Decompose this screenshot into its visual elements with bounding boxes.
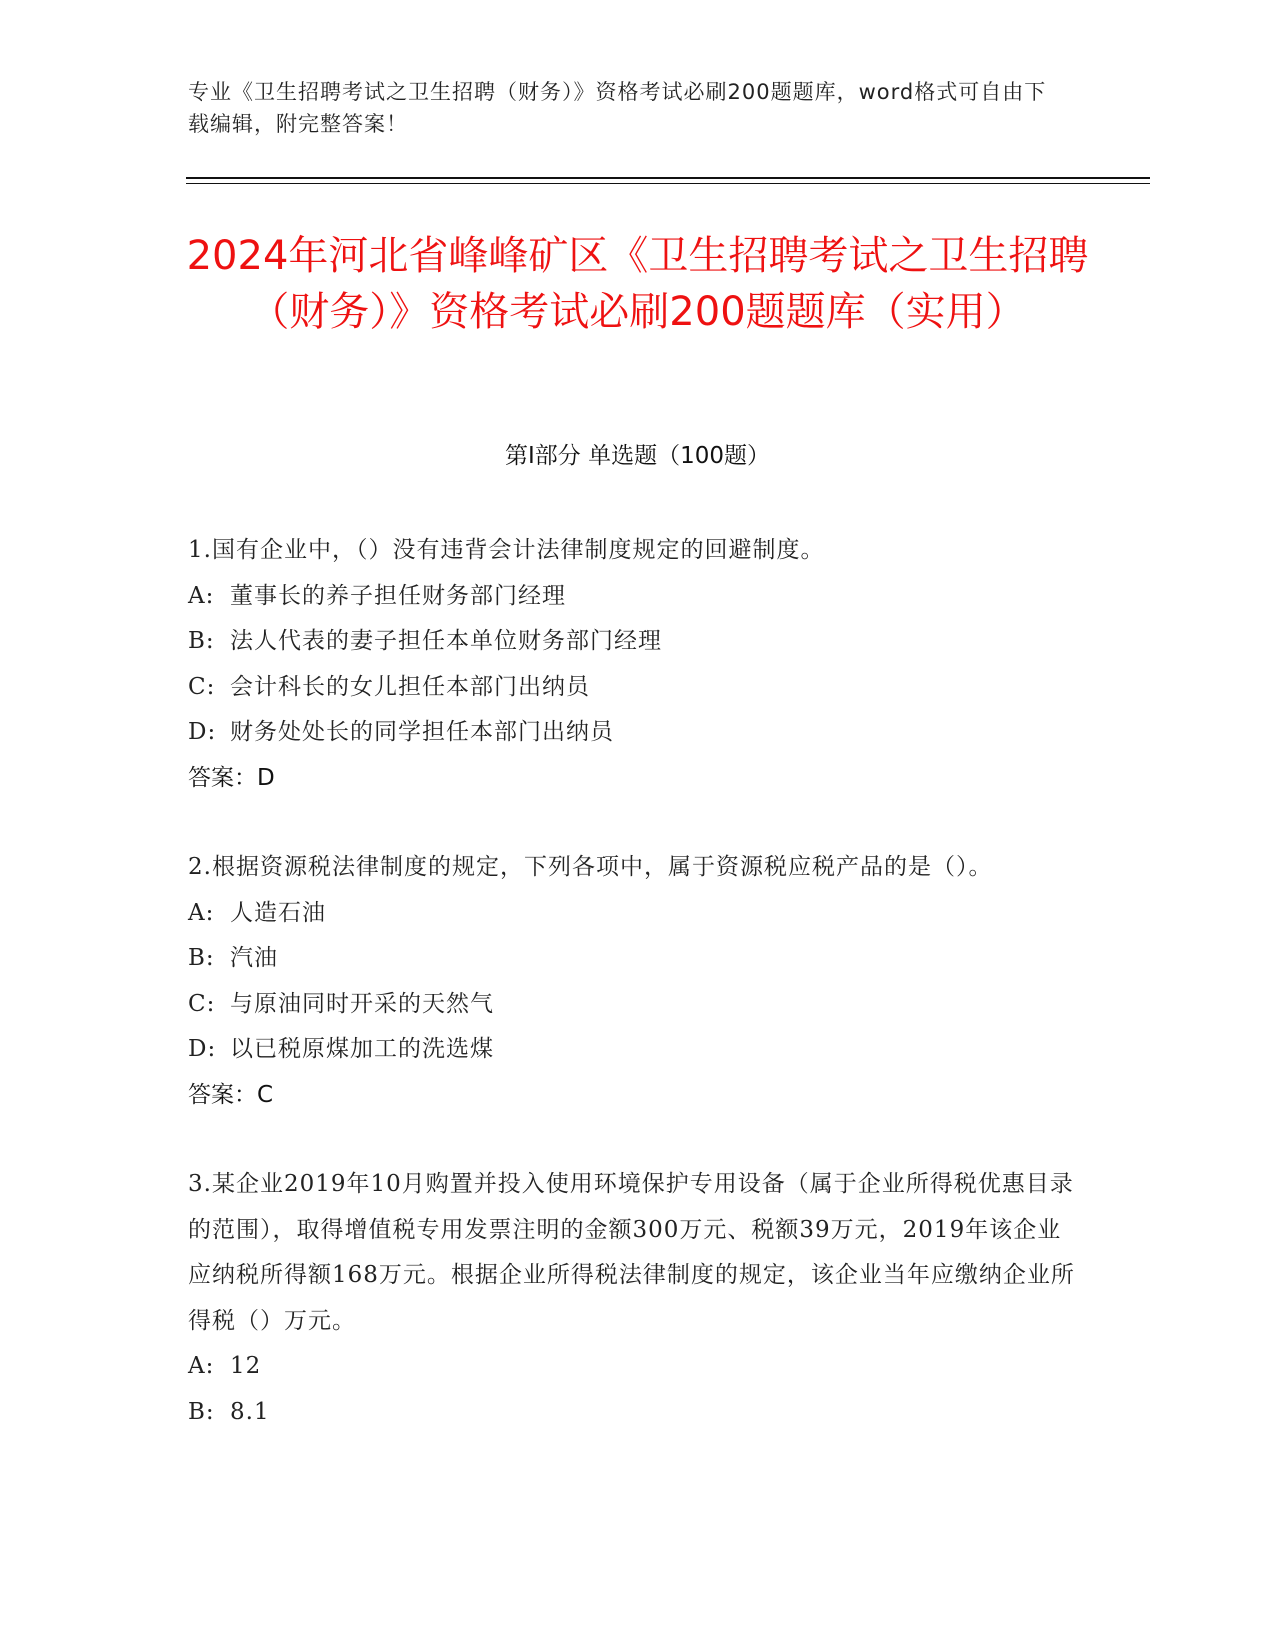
option-text: 董事长的养子担任财务部门经理: [230, 582, 566, 609]
option-text: 财务处处长的同学担任本部门出纳员: [230, 719, 614, 745]
option-text: 法人代表的妻子担任本单位财务部门经理: [230, 628, 662, 654]
question-list: [188, 528, 1083, 1479]
option-label: A:: [188, 582, 215, 609]
answer: 答案：D: [188, 764, 275, 791]
option-c: [188, 665, 1083, 711]
question-text: 1.国有企业中，（）没有违背会计法律制度规定的回避制度。: [188, 537, 825, 563]
question-text: 3.某企业2019年10月购置并投入使用环境保护专用设备（属于企业所得税优惠目录的范围），取得增值税专用发票注明的金额300万元、税额39万元，2019年该企业应纳税所得额168万元。根据企业所得税法律制度的规定，该企业当年应缴纳企业所得税（）万元。: [188, 1171, 1075, 1334]
option-label: C:: [188, 990, 216, 1017]
option-b: [188, 1390, 1083, 1436]
question-text: 2.根据资源税法律制度的规定，下列各项中，属于资源税应税产品的是（）。: [188, 854, 993, 880]
option-label: B:: [188, 1398, 215, 1425]
header-note: 专业《卫生招聘考试之卫生招聘（财务）》资格考试必刷200题题库，word格式可自由下载编辑，附完整答案！: [188, 80, 1047, 136]
answer: 答案：C: [188, 1081, 274, 1108]
option-b: [188, 619, 1083, 665]
option-text: 人造石油: [230, 899, 326, 926]
option-label: A:: [188, 1353, 215, 1379]
question-2: [188, 845, 1083, 1118]
option-b: [188, 936, 1083, 982]
document-title: 2024年河北省峰峰矿区《卫生招聘考试之卫生招聘（财务）》资格考试必刷200题题库（实用）: [186, 233, 1089, 335]
question-3: [188, 1162, 1083, 1435]
option-label: D:: [188, 1036, 217, 1062]
option-text: 汽油: [230, 945, 278, 971]
section-title: 第I部分 单选题（100题）: [505, 443, 770, 469]
option-text: 8.1: [230, 1398, 270, 1425]
option-d: [188, 710, 1083, 756]
question-1: [188, 528, 1083, 801]
option-a: [188, 891, 1083, 937]
option-d: [188, 1027, 1083, 1073]
option-label: D:: [188, 719, 217, 745]
header-rule-thin: [186, 183, 1150, 184]
option-a: [188, 1344, 1083, 1390]
option-label: C:: [188, 673, 216, 700]
option-text: 以已税原煤加工的洗选煤: [230, 1036, 494, 1062]
option-a: [188, 574, 1083, 620]
option-text: 12: [230, 1353, 262, 1379]
option-text: 与原油同时开采的天然气: [230, 990, 494, 1017]
option-label: A:: [188, 899, 215, 926]
header-rule-thick: [186, 177, 1150, 179]
option-label: B:: [188, 945, 215, 971]
option-label: B:: [188, 628, 215, 654]
option-c: [188, 982, 1083, 1028]
option-text: 会计科长的女儿担任本部门出纳员: [230, 673, 590, 700]
